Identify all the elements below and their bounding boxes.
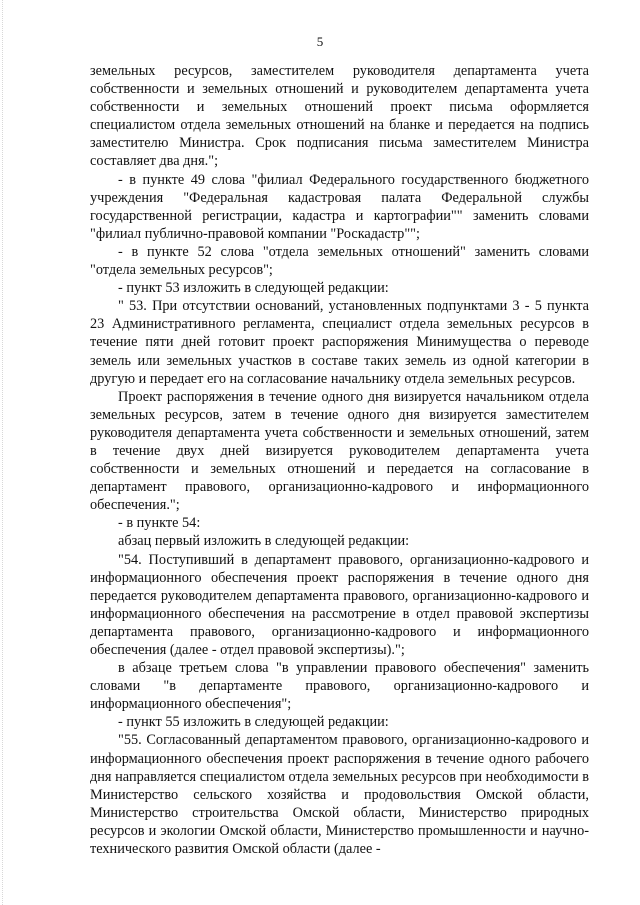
paragraph-item-53-text: " 53. При отсутствии оснований, установленных подпунктами 3 - 5 пункта 23 Административного регламента, специалист отдела земельных ресурсов в течение пяти дней готовит проект распоряжения Минимущества о переводе земель или земельных участков в составе таких земель из одной категории в другую и передает его на согласование начальнику отдела земельных ресурсов. [90, 298, 589, 387]
page-number: 5 [316, 34, 324, 49]
paragraph-item-55-intro: - пункт 55 изложить в следующей редакции: [118, 714, 389, 731]
paragraph-item-53-intro: - пункт 53 изложить в следующей редакции: [118, 280, 389, 297]
paragraph-item-55-text: "55. Согласованный департаментом правового, организационно-кадрового и информационного обеспечения проект распоряжения в течение одного рабочего дня направляется специалистом отдела земельных ресурсов при необходимости в Министерство сельского хозяйства и продовольствия Омской области, Министерство строительства Омской области, Министерство природных ресурсов и экологии Омской области, Министерство промышленности и научно-технического развития Омской области (далее - [90, 732, 589, 858]
paragraph-item-52: - в пункте 52 слова "отдела земельных отношений" заменить словами "отдела земельных ресурсов"; [90, 243, 589, 279]
paragraph-item-54-text: "54. Поступивший в департамент правового, организационно-кадрового и информационного обеспечения проект распоряжения в течение одного дня передается руководителем департамента правового, организационно-кадрового и информационного обеспечения на рассмотрение в отдел правовой экспертизы департамента правового, организационно-кадрового и информационного обеспечения (далее - отдел правовой экспертизы)."; [90, 551, 589, 658]
paragraph-item-49: - в пункте 49 слова "филиал Федерального государственного бюджетного учреждения "Федеральная кадастровая палата Федеральной службы государственной регистрации, кадастра и картографии"" заменить словами "филиал публично-правовой компании "Роскадастр""; [90, 171, 589, 242]
scan-edge-marks [2, 0, 7, 905]
paragraph-item-54-first-abzac: абзац первый изложить в следующей редакции: [118, 533, 410, 550]
paragraph-item-54-third-abzac: в абзаце третьем слова "в управлении правового обеспечения" заменить словами "в департаменте правового, организационно-кадрового и информационного обеспечения"; [90, 660, 589, 713]
paragraph-item-54-intro: - в пункте 54: [118, 515, 201, 532]
document-body [90, 62, 589, 858]
paragraph-item-53-approval: Проект распоряжения в течение одного дня визируется начальником отдела земельных ресурсов, затем в течение одного дня визируется заместителем руководителя департамента учета собственности и земельных отношений, затем в течение двух дней визируется руководителем департамента учета собственности и земельных отношений и передается на согласование в департамент правового, организационно-кадрового и информационного обеспечения."; [90, 388, 589, 514]
paragraph-continuation: земельных ресурсов, заместителем руководителя департамента учета собственности и земельных отношений и руководителем департамента учета собственности и земельных отношений проект письма оформляется специалистом отдела земельных отношений на бланке и передается на подпись заместителю Министра. Срок подписания письма заместителем Министра составляет два дня."; [90, 63, 589, 170]
